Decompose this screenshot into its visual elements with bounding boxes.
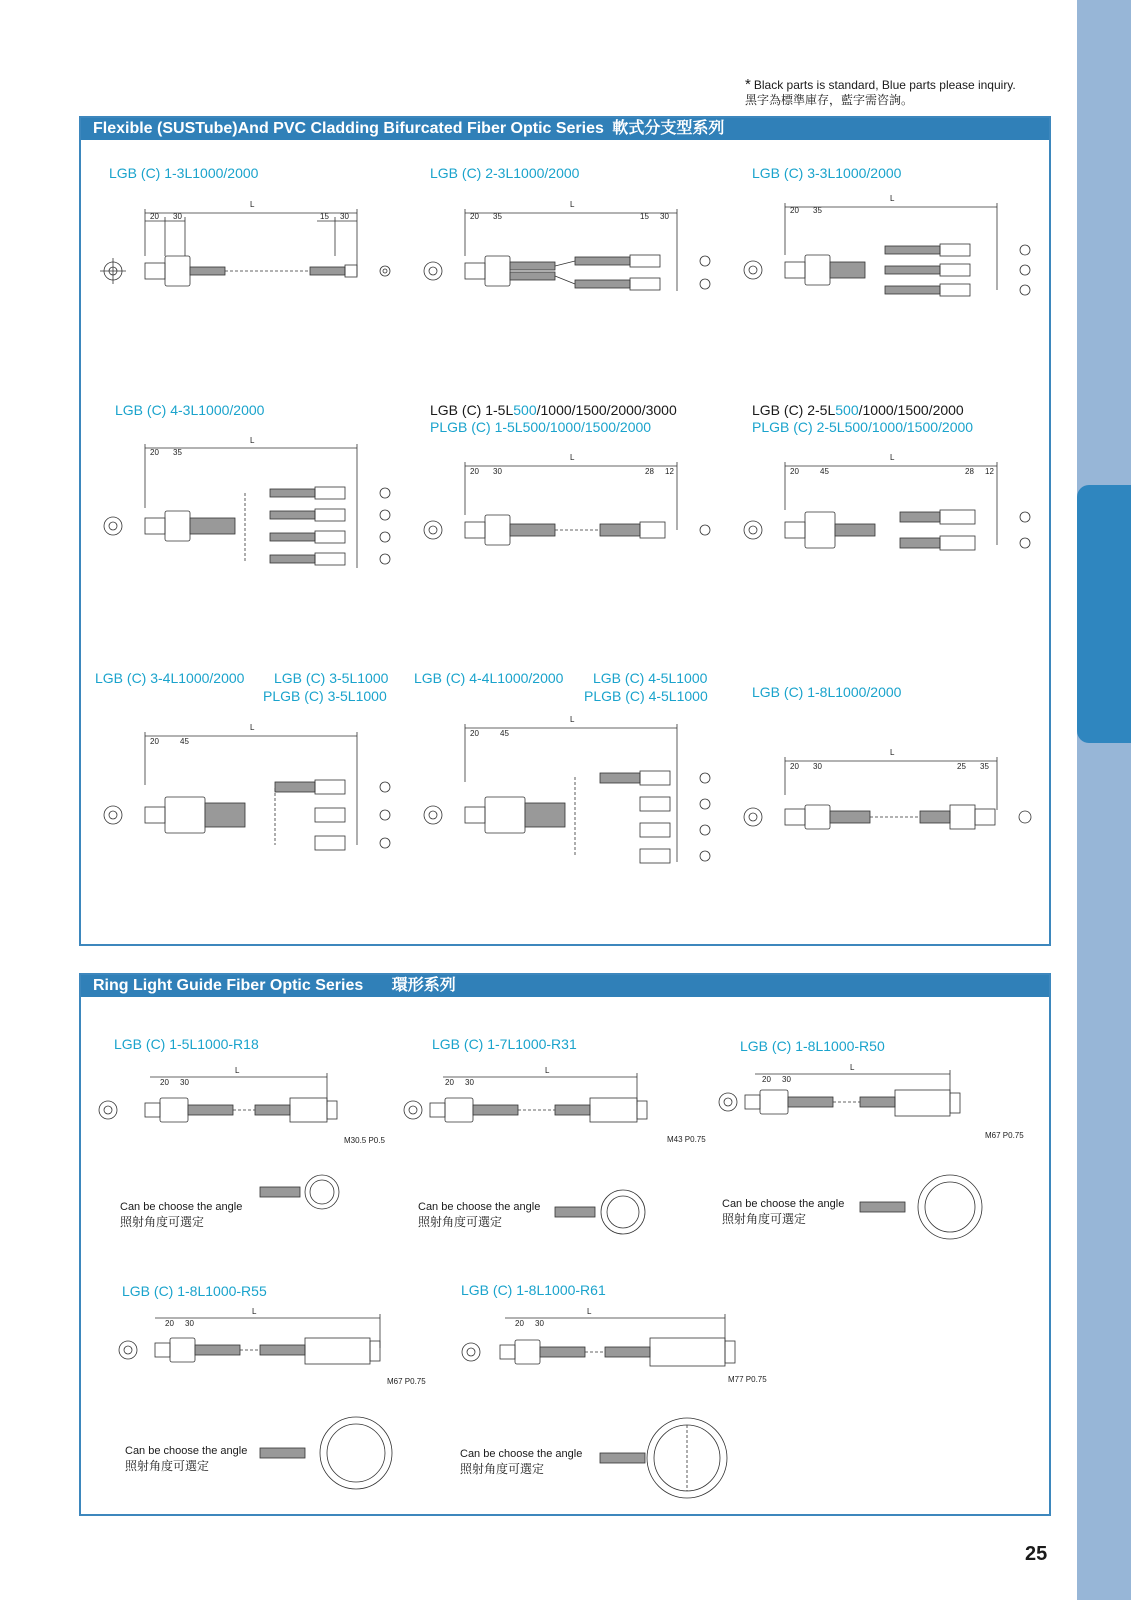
dim-label: 30	[535, 1319, 544, 1328]
model-label: LGB (C) 3-3L1000/2000	[752, 165, 902, 181]
thread-label: M77 P0.75	[728, 1375, 767, 1384]
model-label: LGB (C) 1-7L1000-R31	[432, 1036, 577, 1052]
dim-label: 30	[813, 762, 822, 771]
dim-label: 20	[470, 467, 479, 476]
dim-label: 20	[160, 1078, 169, 1087]
dim-label: 12	[665, 467, 674, 476]
page-number: 25	[1025, 1543, 1048, 1565]
angle-caption-zh: 照射角度可選定	[460, 1462, 545, 1476]
dim-label: L	[570, 453, 575, 462]
model-label-plgb: PLGB (C) 4-5L1000	[584, 688, 708, 704]
dim-label: 30	[782, 1075, 791, 1084]
dim-label: 30	[340, 212, 349, 221]
section-title-en: Ring Light Guide Fiber Optic Series	[93, 977, 364, 994]
ring-light-header	[81, 975, 1049, 997]
section-title-en: Flexible (SUSTube)And PVC Cladding Bifurcated Fiber Optic Series	[93, 120, 604, 137]
dim-label: L	[570, 715, 575, 724]
dim-label: 20	[515, 1319, 524, 1328]
thread-label: M43 P0.75	[667, 1135, 706, 1144]
angle-caption-en: Can be choose the angle	[120, 1201, 243, 1213]
fiber-drawing	[415, 196, 725, 306]
dim-label: 20	[470, 212, 479, 221]
dim-label: 15	[640, 212, 649, 221]
dim-label: 45	[820, 467, 829, 476]
fiber-drawing	[415, 715, 725, 872]
model-label: LGB (C) 1-5L500/1000/1500/2000/3000	[430, 402, 677, 418]
dim-label: 30	[493, 467, 502, 476]
model-label: LGB (C) 4-4L1000/2000	[414, 670, 564, 686]
dim-label: 20	[762, 1075, 771, 1084]
dim-label: L	[250, 200, 255, 209]
fiber-drawing	[415, 453, 725, 570]
dim-label: 30	[173, 212, 182, 221]
model-label: LGB (C) 2-5L500/1000/1500/2000	[752, 402, 964, 418]
angle-caption-en: Can be choose the angle	[418, 1201, 541, 1213]
model-label-plgb: PLGB (C) 3-5L1000	[263, 688, 387, 704]
dim-label: L	[250, 436, 255, 445]
dim-label: 30	[180, 1078, 189, 1087]
fiber-drawing	[95, 438, 405, 578]
dim-label: 20	[165, 1319, 174, 1328]
model-label: LGB (C) 2-3L1000/2000	[430, 165, 580, 181]
dim-label: 15	[320, 212, 329, 221]
angle-caption-zh: 照射角度可選定	[125, 1459, 210, 1473]
stock-note-zh: 黑字為標準庫存，藍字需咨詢。	[745, 93, 914, 107]
dim-label: 20	[790, 467, 799, 476]
fiber-drawing	[735, 748, 1045, 845]
model-label: LGB (C) 1-8L1000-R61	[461, 1282, 606, 1298]
angle-caption-zh: 照射角度可選定	[722, 1212, 807, 1226]
dim-label: L	[545, 1066, 550, 1075]
dim-label: 45	[180, 737, 189, 746]
model-label-2: LGB (C) 3-5L1000	[274, 670, 389, 686]
dim-label: 20	[445, 1078, 454, 1087]
dim-label: 20	[470, 729, 479, 738]
page-side-strip	[1077, 0, 1131, 1600]
dim-label: 35	[173, 448, 182, 457]
fiber-drawing	[735, 453, 1045, 570]
dim-label: 30	[185, 1319, 194, 1328]
dim-label: 20	[790, 762, 799, 771]
stock-note: * Black parts is standard, Blue parts please inquiry. 黑字為標準庫存，藍字需咨詢。	[745, 76, 1016, 107]
dim-label: 20	[150, 212, 159, 221]
section-title-zh: 環形系列	[391, 977, 456, 994]
chapter-tab	[1077, 485, 1131, 743]
dim-label: 35	[813, 206, 822, 215]
dim-label: 20	[790, 206, 799, 215]
model-label: LGB (C) 1-8L1000-R55	[122, 1283, 267, 1299]
dim-label: 30	[660, 212, 669, 221]
model-label: LGB (C) 1-8L1000-R50	[740, 1038, 885, 1054]
section-title-zh: 軟式分支型系列	[612, 120, 725, 137]
thread-label: M67 P0.75	[387, 1377, 426, 1386]
asterisk-icon: *	[745, 76, 751, 93]
dim-label: L	[570, 200, 575, 209]
dim-label: 20	[150, 448, 159, 457]
thread-label: M30.5 P0.5	[344, 1136, 385, 1145]
fiber-drawing	[95, 196, 405, 306]
dim-label: 45	[500, 729, 509, 738]
dim-label: L	[890, 194, 895, 203]
dim-label: 25	[957, 762, 966, 771]
model-label-2: LGB (C) 4-5L1000	[593, 670, 708, 686]
angle-caption-en: Can be choose the angle	[722, 1198, 845, 1210]
angle-caption-zh: 照射角度可選定	[120, 1215, 205, 1229]
dim-label: L	[850, 1063, 855, 1072]
dim-label: 20	[150, 737, 159, 746]
model-label: LGB (C) 1-3L1000/2000	[109, 165, 259, 181]
dim-label: L	[235, 1066, 240, 1075]
dim-label: L	[587, 1307, 592, 1316]
model-label-plgb: PLGB (C) 1-5L500/1000/1500/2000	[430, 419, 652, 435]
angle-caption-en: Can be choose the angle	[125, 1445, 248, 1457]
dim-label: 28	[645, 467, 654, 476]
angle-caption-en: Can be choose the angle	[460, 1448, 583, 1460]
dim-label: 35	[493, 212, 502, 221]
fiber-drawing	[735, 190, 1045, 310]
model-label: LGB (C) 1-5L1000-R18	[114, 1036, 259, 1052]
dim-label: 30	[465, 1078, 474, 1087]
dim-label: L	[250, 723, 255, 732]
angle-caption-zh: 照射角度可選定	[418, 1215, 503, 1229]
dim-label: 35	[980, 762, 989, 771]
bifurcated-series-header	[81, 118, 1049, 140]
dim-label: 28	[965, 467, 974, 476]
dim-label: L	[252, 1307, 257, 1316]
dim-label: 12	[985, 467, 994, 476]
fiber-drawing	[95, 723, 405, 860]
thread-label: M67 P0.75	[985, 1131, 1024, 1140]
model-label: LGB (C) 1-8L1000/2000	[752, 684, 902, 700]
model-label: LGB (C) 4-3L1000/2000	[115, 402, 265, 418]
model-label-plgb: PLGB (C) 2-5L500/1000/1500/2000	[752, 419, 974, 435]
dim-label: L	[890, 748, 895, 757]
dim-label: L	[890, 453, 895, 462]
model-label: LGB (C) 3-4L1000/2000	[95, 670, 245, 686]
